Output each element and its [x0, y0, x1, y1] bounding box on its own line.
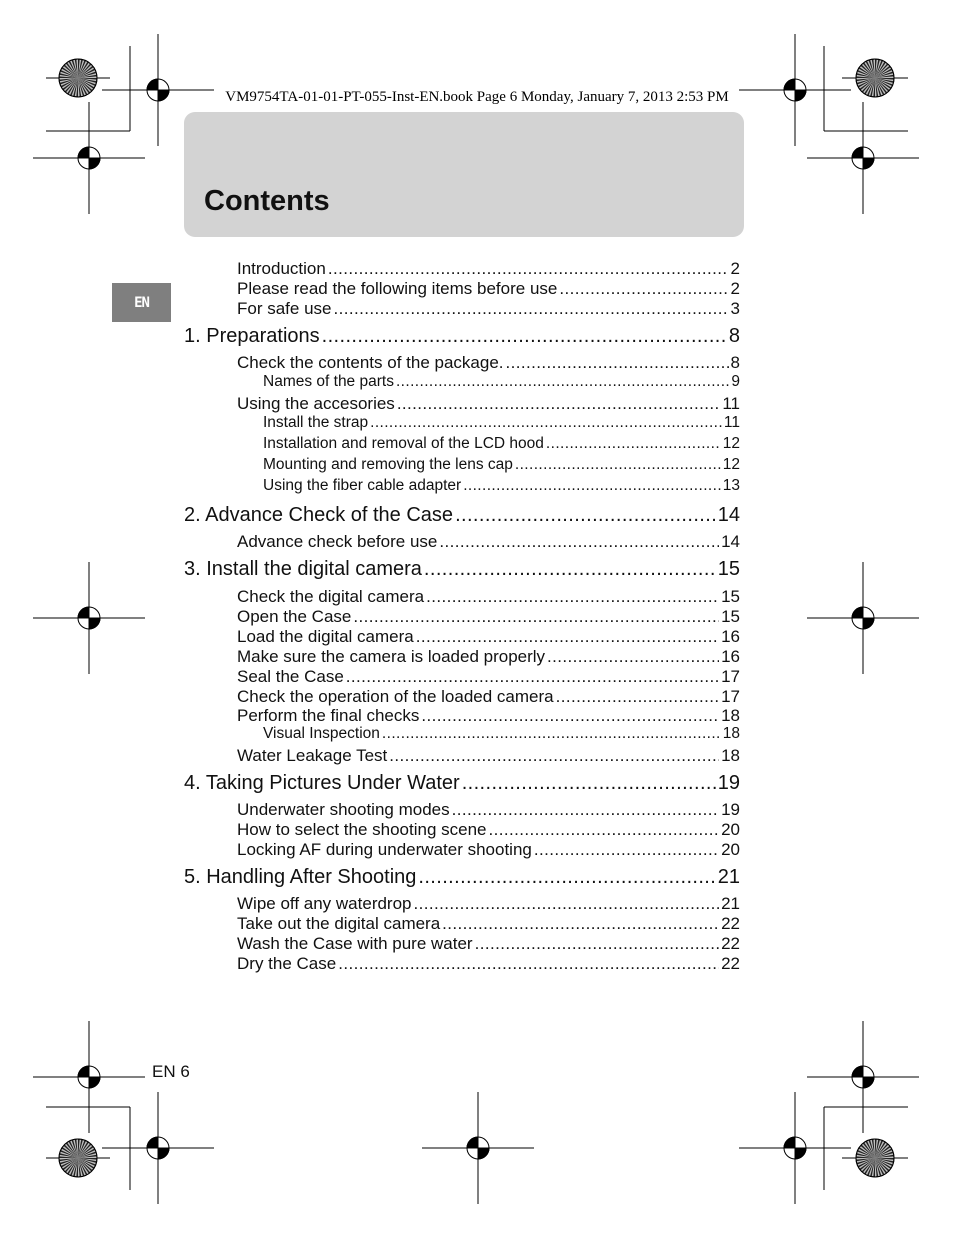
toc-entry[interactable] [237, 894, 740, 914]
toc-entry[interactable] [237, 279, 740, 299]
toc-dot-leader [426, 587, 719, 607]
toc-entry-title: Mounting and removing the lens cap [263, 456, 513, 473]
toc-dot-leader [439, 532, 719, 552]
toc-entry[interactable] [237, 667, 740, 687]
toc-entry-title: Water Leakage Test [237, 746, 388, 765]
toc-entry-page: 18 [721, 746, 740, 765]
toc-entry[interactable] [237, 954, 740, 974]
toc-entry[interactable] [263, 456, 740, 474]
toc-entry-title: Dry the Case [237, 954, 337, 973]
page-number-footer: EN 6 [152, 1062, 190, 1081]
toc-entry[interactable] [237, 353, 740, 373]
toc-entry-page: 3 [730, 299, 740, 318]
toc-entry-page: 8 [728, 325, 740, 347]
toc-entry[interactable] [237, 934, 740, 954]
toc-entry-title: Load the digital camera [237, 627, 414, 646]
toc-entry-page: 15 [717, 558, 740, 580]
toc-entry-title: 3. Install the digital camera [184, 558, 422, 580]
toc-entry-page: 20 [721, 840, 740, 859]
toc-entry-title: Names of the parts [263, 373, 394, 390]
toc-entry-title: Perform the final checks [237, 706, 420, 725]
toc-entry-title: Check the operation of the loaded camera [237, 687, 554, 706]
toc-entry[interactable] [237, 687, 740, 707]
toc-entry[interactable] [237, 746, 740, 766]
toc-entry-title: Take out the digital camera [237, 914, 441, 933]
toc-entry-title: Installation and removal of the LCD hood [263, 435, 544, 452]
toc-entry-page: 11 [722, 394, 740, 413]
registration-rosette [856, 1139, 894, 1177]
registration-crosshair [33, 102, 145, 214]
toc-entry[interactable] [184, 772, 740, 795]
toc-entry[interactable] [237, 627, 740, 647]
toc-entry-page: 19 [721, 800, 740, 819]
toc-entry-title: 2. Advance Check of the Case [184, 504, 454, 526]
toc-entry-page: 22 [721, 954, 740, 973]
toc-entry[interactable] [237, 299, 740, 319]
toc-entry-page: 14 [721, 532, 740, 551]
toc-entry[interactable] [263, 373, 740, 391]
registration-crosshair [33, 562, 145, 674]
toc-entry-title: Wipe off any waterdrop [237, 894, 412, 913]
registration-crosshair [739, 1092, 851, 1204]
registration-crosshair [102, 1092, 214, 1204]
toc-entry-title: For safe use [237, 299, 332, 318]
toc-dot-leader [556, 687, 719, 707]
toc-entry-title: 4. Taking Pictures Under Water [184, 772, 460, 794]
registration-crosshair [807, 562, 919, 674]
toc-dot-leader [515, 456, 721, 474]
toc-entry-title: Seal the Case [237, 667, 344, 686]
toc-entry-page: 17 [721, 667, 740, 686]
toc-entry-page: 12 [722, 435, 740, 452]
toc-dot-leader [546, 435, 721, 453]
toc-dot-leader [455, 504, 716, 527]
book-file-header: VM9754TA-01-01-PT-055-Inst-EN.book Page 6 Monday, January 7, 2013 2:53 PM [225, 89, 729, 105]
toc-dot-leader [338, 954, 719, 974]
toc-dot-leader [442, 914, 719, 934]
toc-entry-title: Advance check before use [237, 532, 438, 551]
toc-entry-page: 12 [722, 456, 740, 473]
toc-entry-page: 19 [717, 772, 740, 794]
toc-entry-title: Check the contents of the package. [237, 353, 504, 372]
toc-entry[interactable] [237, 607, 740, 627]
toc-entry-page: 16 [721, 627, 740, 646]
toc-entry[interactable] [184, 866, 740, 889]
toc-entry-page: 13 [722, 477, 740, 494]
toc-entry[interactable] [237, 800, 740, 820]
toc-entry-page: 15 [721, 587, 740, 606]
toc-entry-page: 18 [721, 706, 740, 725]
toc-dot-leader [488, 820, 719, 840]
toc-entry[interactable] [237, 259, 740, 279]
toc-entry-page: 8 [730, 353, 740, 372]
registration-rosette [59, 1139, 97, 1177]
toc-entry-page: 22 [721, 934, 740, 953]
page-title: Contents [204, 185, 330, 217]
registration-crosshair [33, 1021, 145, 1133]
toc-entry-page: 20 [721, 820, 740, 839]
toc-dot-leader [463, 477, 721, 495]
title-banner [184, 112, 744, 237]
toc-dot-leader [346, 667, 719, 687]
toc-entry[interactable] [237, 394, 740, 414]
toc-entry-page: 2 [730, 259, 740, 278]
toc-dot-leader [322, 325, 727, 348]
toc-entry-page: 16 [721, 647, 740, 666]
toc-entry-page: 21 [721, 894, 740, 913]
toc-entry-title: Please read the following items before use [237, 279, 558, 298]
toc-entry-title: Using the fiber cable adapter [263, 477, 462, 494]
toc-dot-leader [475, 934, 719, 954]
registration-crosshair [422, 1092, 534, 1204]
toc-entry-title: 1. Preparations [184, 325, 320, 347]
toc-dot-leader [534, 840, 719, 860]
toc-dot-leader [506, 353, 729, 373]
toc-entry[interactable] [237, 840, 740, 860]
toc-entry-title: Open the Case [237, 607, 352, 626]
toc-entry-page: 9 [731, 373, 740, 390]
toc-dot-leader [559, 279, 728, 299]
toc-entry-title: Visual Inspection [263, 725, 380, 742]
toc-entry[interactable] [237, 532, 740, 552]
toc-entry[interactable] [237, 706, 740, 726]
toc-entry-title: 5. Handling After Shooting [184, 866, 417, 888]
toc-dot-leader [397, 394, 721, 414]
toc-entry[interactable] [184, 504, 740, 527]
toc-dot-leader [418, 866, 715, 889]
toc-entry[interactable] [263, 725, 740, 743]
toc-entry-page: 18 [722, 725, 740, 742]
toc-entry-title: Using the accesories [237, 394, 395, 413]
toc-entry-page: 15 [721, 607, 740, 626]
toc-entry-title: Install the strap [263, 414, 369, 431]
toc-dot-leader [416, 627, 719, 647]
toc-entry-title: Make sure the camera is loaded properly [237, 647, 546, 666]
toc-dot-leader [334, 299, 729, 319]
toc-entry[interactable] [237, 820, 740, 840]
toc-entry[interactable] [237, 587, 740, 607]
toc-dot-leader [421, 706, 719, 726]
toc-dot-leader [396, 373, 729, 391]
toc-entry-title: Introduction [237, 259, 326, 278]
toc-dot-leader [547, 647, 719, 667]
toc-dot-leader [353, 607, 719, 627]
toc-entry-page: 17 [721, 687, 740, 706]
toc-entry[interactable] [263, 414, 740, 432]
toc-entry[interactable] [184, 325, 740, 348]
toc-entry[interactable] [237, 914, 740, 934]
toc-entry-page: 21 [717, 866, 740, 888]
toc-dot-leader [452, 800, 719, 820]
toc-entry-title: Locking AF during underwater shooting [237, 840, 532, 859]
toc-dot-leader [414, 894, 720, 914]
toc-dot-leader [462, 772, 716, 795]
toc-dot-leader [328, 259, 729, 279]
toc-entry-title: Check the digital camera [237, 587, 425, 606]
toc-entry[interactable] [263, 477, 740, 495]
language-tab: EN [112, 283, 171, 322]
toc-entry[interactable] [263, 435, 740, 453]
toc-dot-leader [382, 725, 721, 743]
toc-dot-leader [389, 746, 719, 766]
toc-dot-leader [424, 558, 716, 581]
toc-entry-page: 11 [723, 414, 740, 431]
toc-entry-title: How to select the shooting scene [237, 820, 487, 839]
toc-entry-page: 2 [730, 279, 740, 298]
toc-entry-page: 14 [717, 504, 740, 526]
toc-entry-title: Wash the Case with pure water [237, 934, 473, 953]
toc-entry-page: 22 [721, 914, 740, 933]
toc-dot-leader [370, 414, 722, 432]
toc-entry[interactable] [237, 647, 740, 667]
toc-entry[interactable] [184, 558, 740, 581]
toc-entry-title: Underwater shooting modes [237, 800, 450, 819]
